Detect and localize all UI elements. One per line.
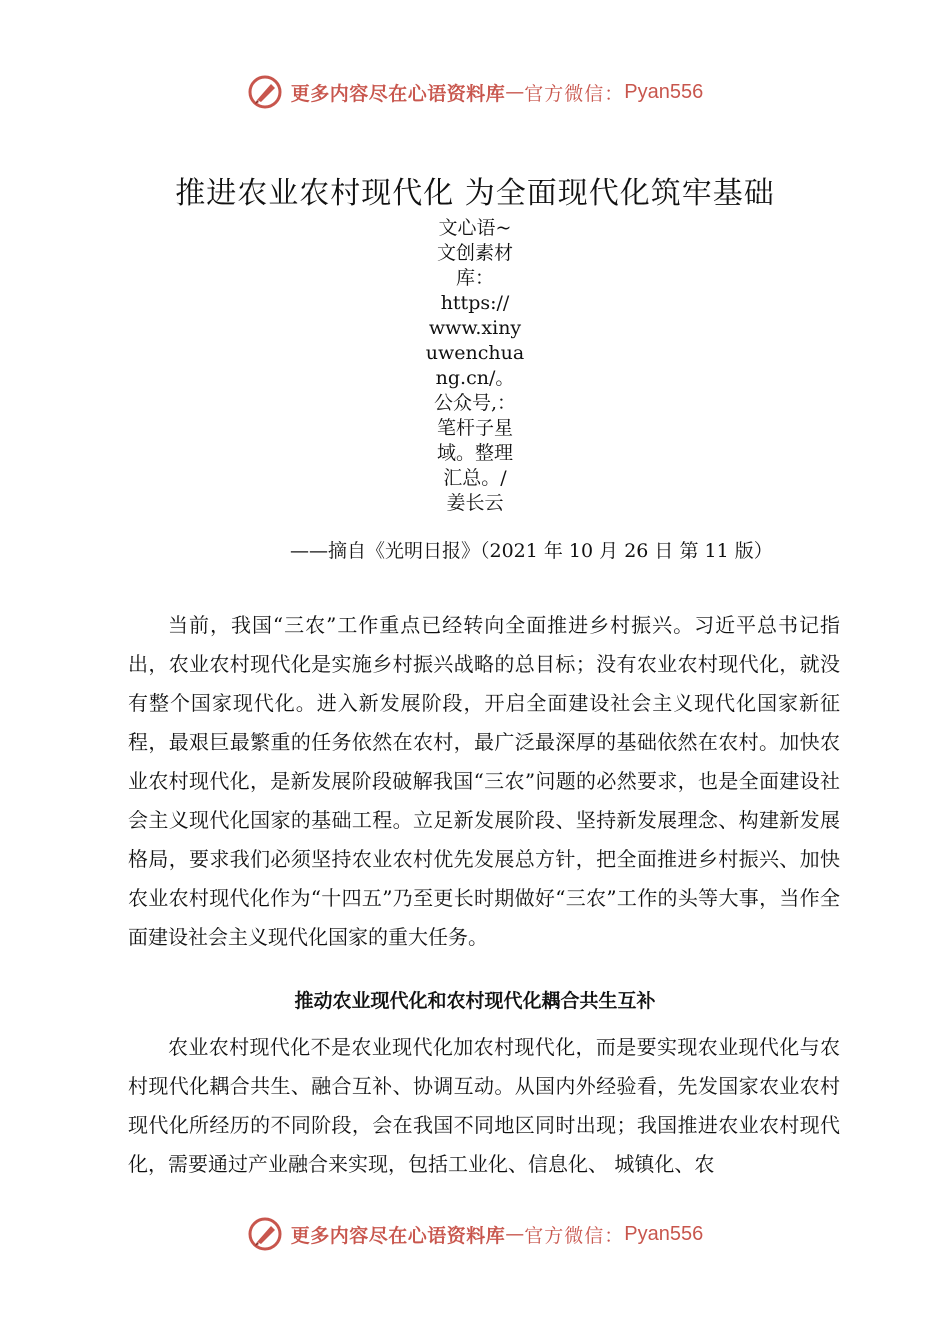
byline-line: 公众号,： [433,392,517,414]
banner-wechat-id: Pyan556 [624,80,704,103]
header-banner [0,70,950,114]
byline-line: 笔杆子星 [436,417,513,439]
banner-library-text: 更多内容尽在心语资料库 [290,82,506,105]
byline-line: uwenchua [425,342,525,364]
byline-line: 库： [455,267,494,289]
footer-banner [0,1212,950,1256]
banner-wechat-id: Pyan556 [624,1222,704,1245]
pen-logo-icon [247,1216,283,1252]
byline-line: ng.cn/。 [435,367,515,389]
article-title: 推进农业农村现代化 为全面现代化筑牢基础 [175,176,775,211]
banner-separator: — [505,1223,525,1245]
article-body-section-2 [128,1028,840,1184]
paragraph: 农业农村现代化不是农业现代化加农村现代化，而是要实现农业现代化与农村现代化耦合共生、融合互补、协调互动。从国内外经验看，先发国家农业农村现代化所经历的不同阶段，会在我国不同地区同时出现；我国推进农业农村现代化，需要通过产业融合来实现，包括工业化、信息化、 城镇化、农 [128,1035,840,1176]
article-byline [0,216,950,516]
article-source: ——摘自《光明日报》（2021 年 10 月 26 日 第 11 版） [290,540,773,562]
banner-wechat-label: 官方微信： [524,1224,625,1247]
pen-logo-icon [247,74,283,110]
paragraph: 当前，我国“三农”工作重点已经转向全面推进乡村振兴。习近平总书记指出，农业农村现代化是实施乡村振兴战略的总目标；没有农业农村现代化，就没有整个国家现代化。进入新发展阶段，开启全面建设社会主义现代化国家新征程，最艰巨最繁重的任务依然在农村，最广泛最深厚的基础依然在农村。加快农业农村现代化，是新发展阶段破解我国“三农”问题的必然要求，也是全面建设社会主义现代化国家的基础工程。立足新发展阶段、坚持新发展理念、构建新发展格局，要求我们必须坚持农业农村优先发展总方针，把全面推进乡村振兴、加快农业农村现代化作为“十四五”乃至更长时期做好“三农”工作的头等大事，当作全面建设社会主义现代化国家的重大任务。 [128,613,840,949]
banner-wechat-label: 官方微信： [524,82,625,105]
byline-line: 文创素材 [436,242,513,264]
article-body-section-1 [128,606,840,957]
byline-line: 汇总。/ [443,467,507,489]
byline-line: www.xiny [428,317,522,339]
byline-line: 文心语~ [438,217,512,239]
banner-library-text: 更多内容尽在心语资料库 [290,1224,506,1247]
byline-line: 姜长云 [446,492,504,514]
section-heading: 推动农业现代化和农村现代化耦合共生互补 [294,990,656,1012]
banner-separator: — [505,81,525,103]
byline-line: 域。整理 [436,442,513,464]
byline-line: https:// [440,292,510,314]
